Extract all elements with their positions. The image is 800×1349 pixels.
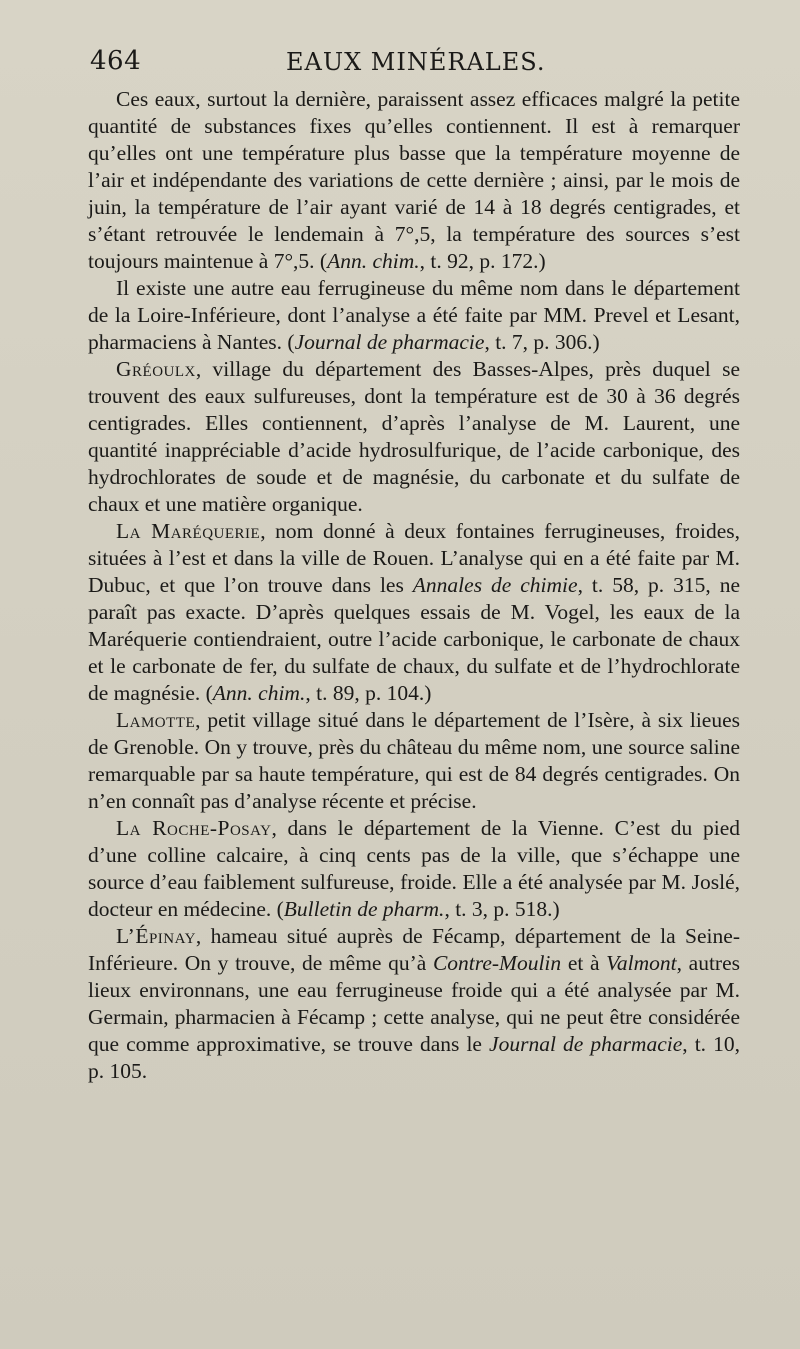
citation: Ann. chim. — [327, 249, 420, 273]
entry-la-roche-posay: La Roche-Posay, dans le département de la Vienne. C’est du pied d’une colline calcaire, à cinq cents pas de la ville, que s’échappe une source d’eau faiblement sulfureuse, froide. Elle a été analysée par M. Joslé, docteur en médecine. (Bulletin de pharm., t. 3, p. 518.) — [88, 816, 741, 921]
entry-la-marequerie: La Maréquerie, nom donné à deux fontaines ferrugineuses, froides, situées à l’est et dans la ville de Rouen. L’analyse qui en a été faite par M. Dubuc, et que l’on trouve dans les Annales de chimie, t. 58, p. 315, ne paraît pas exacte. D’après quelques essais de M. Vogel, les eaux de la Maréquerie contiendraient, outre l’acide carbonique, le carbonate de chaux et le carbonate de fer, du sulfate de chaux, du sulfate et de l’hydrochlorate de magnésie. (Ann. chim., t. 89, p. 104.) — [88, 519, 740, 705]
citation: Bulletin de pharm. — [283, 897, 445, 921]
paragraph-2: Il existe une autre eau ferrugineuse du même nom dans le département de la Loire-Inférieure, dont l’analyse a été faite par MM. Prevel et Lesant, pharmaciens à Nantes. (Journal de pharmacie, t. 7, p. 306.) — [88, 276, 740, 354]
citation: Ann. chim. — [212, 681, 306, 705]
entry-greoulx: Gréoulx, village du département des Basses-Alpes, près duquel se trouvent des eaux sulfureuses, dont la température est de 30 à 36 degrés centigrades. Elles contiennent, d’après l’analyse de M. Laurent, une quantité inappréciable d’acide hydrosulfurique, de l’acide carbonique, des hydrochlorates de soude et de magnésie, du carbonate et du sulfate de chaux et une matière organique. — [88, 357, 740, 516]
citation: Journal de pharmacie — [489, 1032, 683, 1056]
entry-name: Lamotte — [116, 708, 196, 732]
entry-lamotte: Lamotte, petit village situé dans le département de l’Isère, à six lieues de Grenoble. On y trouve, près du château du même nom, une source saline remarquable par sa haute température, qui est de 84 degrés centigrades. On n’en connaît pas d’analyse récente et précise. — [88, 708, 740, 813]
place-name: Valmont — [606, 951, 677, 975]
page-number: 464 — [90, 46, 142, 76]
entry-name: La Maréquerie — [116, 519, 261, 543]
running-title: EAUX MINÉRALES. — [286, 48, 546, 76]
entry-name: La Roche-Posay — [116, 816, 272, 840]
page-header — [90, 46, 740, 86]
place-name: Contre-Moulin — [432, 951, 562, 975]
entry-name: Gréoulx — [116, 357, 196, 381]
entry-name: L’Épinay — [116, 924, 196, 948]
entry-lepinay: L’Épinay, hameau situé auprès de Fécamp, département de la Seine-Inférieure. On y trouve, de même qu’à Contre-Moulin et à Valmont, autres lieux environnans, une eau ferrugineuse froide qui a été analysée par M. Germain, pharmacien à Fécamp ; cette analyse, qui ne peut être considérée que comme approximative, se trouve dans le Journal de pharmacie, t. 10, p. 105. — [88, 924, 740, 1083]
citation: Journal de pharmacie — [294, 330, 485, 354]
body-text — [88, 86, 740, 1085]
citation: Annales de chimie — [412, 573, 578, 597]
paragraph-1: Ces eaux, surtout la dernière, paraissent assez efficaces malgré la petite quantité de substances fixes qu’elles contiennent. Il est à remarquer qu’elles ont une température plus basse que la température moyenne de l’air et indépendante des variations de cette dernière ; ainsi, par le mois de juin, la température de l’air ayant varié de 14 à 18 degrés centigrades, et s’étant retrouvée le lendemain à 7°,5, la température des sources s’est toujours maintenue à 7°,5. (Ann. chim., t. 92, p. 172.) — [88, 87, 740, 273]
